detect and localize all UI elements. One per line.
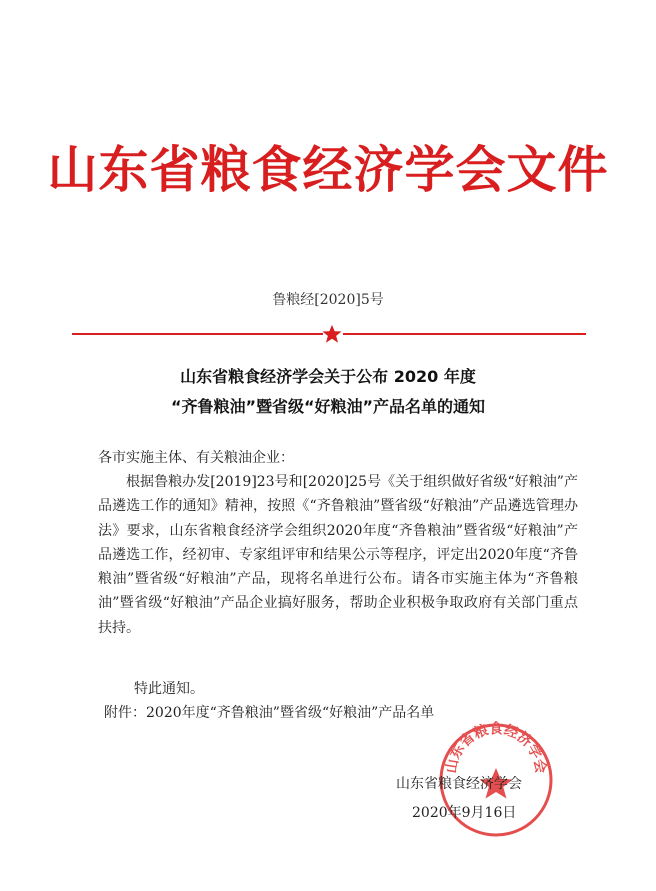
document-number: 鲁粮经[2020]5号 (272, 292, 384, 308)
signature-organization: 山东省粮食经济学会 (396, 776, 522, 792)
subject-line-2: “齐鲁粮油”暨省级“好粮油”产品名单的通知 (170, 397, 486, 416)
subject-line-1: 山东省粮食经济学会关于公布 2020 年度 (180, 367, 476, 386)
header-divider-right (343, 333, 586, 335)
salutation: 各市实施主体、有关粮油企业： (98, 450, 294, 466)
header-divider-left (72, 333, 323, 335)
closing-remark: 特此通知。 (134, 681, 204, 697)
svg-text:山东省粮食经济学会 (444, 721, 550, 775)
star-icon (321, 323, 343, 345)
body-paragraph: 根据鲁粮办发[2019]23号和[2020]25号《关于组织做好省级“好粮油”产品遴选工作的通知》精神，按照《“齐鲁粮油”暨省级“好粮油”产品遴选管理办法》要求，山东省粮食经济学会组织2020年度“齐鲁粮油”暨省级“好粮油”产品遴选工作，经初审、专家组评审和结果公示等程序，评定出2020年度“齐鲁粮油”暨省级“好粮油”产品，现将名单进行公布。请各市实施主体为“齐鲁粮油”暨省级“好粮油”产品企业搞好服务，帮助企业积极争取政府有关部门重点扶持。 (98, 474, 578, 636)
document-header-title: 山东省粮食经济学会文件 (47, 141, 609, 199)
attachment-note: 附件：2020年度“齐鲁粮油”暨省级“好粮油”产品名单 (104, 705, 435, 721)
notice-subject (0, 362, 656, 422)
signature-date: 2020年9月16日 (412, 805, 517, 821)
seal-arc-text: 山东省粮食经济学会 (443, 721, 549, 775)
